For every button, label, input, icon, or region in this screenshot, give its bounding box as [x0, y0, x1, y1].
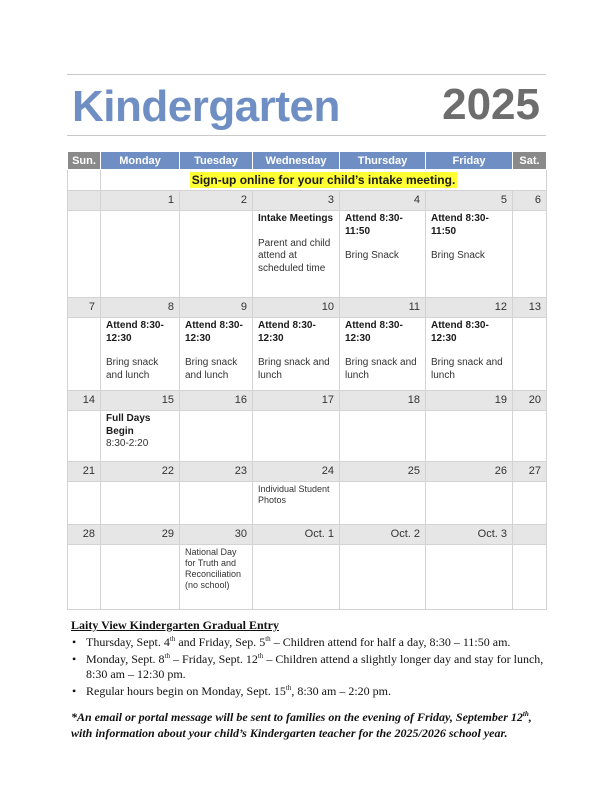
day-header-tue: Tuesday	[180, 152, 253, 170]
day-cell	[253, 482, 340, 525]
date-number: 21	[68, 462, 101, 482]
day-cell	[426, 545, 513, 610]
day-cell	[253, 318, 340, 391]
day-cell	[101, 211, 180, 298]
week-date-row	[68, 191, 547, 211]
bullet-icon: •	[72, 684, 77, 698]
day-cell	[68, 211, 101, 298]
week-event-row	[68, 318, 547, 391]
week-event-row	[68, 211, 547, 298]
event-title: Attend 8:30-12:30	[106, 320, 164, 344]
event-note: Bring Snack	[345, 250, 399, 261]
banner-cell	[101, 170, 547, 191]
event-note: Bring snack and lunch	[106, 357, 159, 381]
date-number: 11	[340, 298, 426, 318]
date-number: 5	[426, 191, 513, 211]
event-note: Bring snack and lunch	[431, 357, 503, 381]
week-date-row	[68, 391, 547, 411]
date-number: 13	[513, 298, 547, 318]
date-number: 29	[101, 525, 180, 545]
day-cell	[426, 318, 513, 391]
day-cell	[513, 411, 547, 462]
day-cell	[340, 211, 426, 298]
notes-footnote	[71, 709, 551, 741]
text-run: – Friday, Sept. 12	[170, 652, 258, 666]
event-note: Bring snack and lunch	[185, 357, 238, 381]
date-number: 27	[513, 462, 547, 482]
day-header-sat: Sat.	[513, 152, 547, 170]
event-title: Attend 8:30-11:50	[345, 213, 403, 237]
day-cell	[180, 211, 253, 298]
day-cell	[340, 411, 426, 462]
day-cell	[68, 318, 101, 391]
event-note: Parent and child attend at scheduled time	[258, 237, 331, 274]
week-event-row	[68, 411, 547, 462]
header-rule-top	[67, 74, 546, 75]
day-cell	[68, 482, 101, 525]
date-number: Oct. 2	[340, 525, 426, 545]
date-number: 1	[101, 191, 180, 211]
ordinal-suffix: th	[522, 710, 529, 718]
day-cell	[426, 411, 513, 462]
text-run: Monday, Sept. 8	[86, 652, 165, 666]
event-title: Attend 8:30-11:50	[431, 213, 489, 237]
day-cell	[180, 318, 253, 391]
date-number: 15	[101, 391, 180, 411]
date-number: 9	[180, 298, 253, 318]
bullet-icon: •	[72, 635, 77, 649]
event-note: Bring snack and lunch	[258, 357, 330, 381]
day-header-row	[68, 152, 547, 170]
week-event-row	[68, 482, 547, 525]
day-header-sun: Sun.	[68, 152, 101, 170]
week-date-row	[68, 298, 547, 318]
day-cell	[513, 211, 547, 298]
header-rule-bottom	[67, 135, 546, 136]
date-number: 18	[340, 391, 426, 411]
banner-empty-cell	[68, 170, 101, 191]
event-note: Bring Snack	[431, 250, 485, 261]
notes-list-item	[72, 635, 551, 650]
signup-banner: Sign-up online for your child’s intake meeting.	[191, 173, 456, 187]
week-event-row	[68, 545, 547, 610]
day-cell	[426, 211, 513, 298]
date-number: 20	[513, 391, 547, 411]
day-cell	[101, 318, 180, 391]
event-title: Attend 8:30-12:30	[185, 320, 243, 344]
ordinal-suffix: th	[285, 684, 292, 692]
day-header-fri: Friday	[426, 152, 513, 170]
day-cell	[68, 411, 101, 462]
notes-list	[71, 635, 551, 699]
week-date-row	[68, 525, 547, 545]
event-note: Bring snack and lunch	[345, 357, 417, 381]
ordinal-suffix: th	[257, 652, 264, 660]
bullet-icon: •	[72, 652, 77, 666]
day-header-thu: Thursday	[340, 152, 426, 170]
day-cell	[180, 482, 253, 525]
event-note: Individual Student Photos	[258, 484, 330, 505]
text-run: – Children attend for half a day, 8:30 – 11:50 am.	[270, 635, 511, 649]
notes-title: Laity View Kindergarten Gradual Entry	[71, 618, 279, 632]
day-header-wed: Wednesday	[253, 152, 340, 170]
ordinal-suffix: th	[169, 635, 176, 643]
date-number: 17	[253, 391, 340, 411]
text-run: Regular hours begin on Monday, Sept. 15	[86, 684, 286, 698]
event-title: Attend 8:30-12:30	[345, 320, 403, 344]
date-number: 22	[101, 462, 180, 482]
date-number: 30	[180, 525, 253, 545]
day-cell	[180, 545, 253, 610]
ordinal-suffix: th	[164, 652, 171, 660]
day-cell	[253, 545, 340, 610]
date-number: 7	[68, 298, 101, 318]
notes-list-item	[72, 684, 551, 699]
day-cell	[513, 318, 547, 391]
text-run: , 8:30 am – 2:20 pm.	[291, 684, 391, 698]
text-run: and Friday, Sep. 5	[175, 635, 266, 649]
date-number: 26	[426, 462, 513, 482]
date-number: 23	[180, 462, 253, 482]
day-cell	[101, 482, 180, 525]
date-number: 25	[340, 462, 426, 482]
day-cell	[340, 318, 426, 391]
text-run: , with information about your child’s Kindergarten teacher for the 2025/2026 school year.	[71, 710, 532, 740]
day-cell	[180, 411, 253, 462]
day-cell	[340, 545, 426, 610]
date-number: 6	[513, 191, 547, 211]
page-year: 2025	[442, 80, 540, 129]
date-number: 28	[68, 525, 101, 545]
day-cell	[426, 482, 513, 525]
date-number: 19	[426, 391, 513, 411]
day-header-mon: Monday	[101, 152, 180, 170]
date-number: 3	[253, 191, 340, 211]
event-note: National Day for Truth and Reconciliation (no school)	[185, 547, 242, 590]
date-number: 4	[340, 191, 426, 211]
date-number: 14	[68, 391, 101, 411]
calendar-table	[67, 151, 547, 610]
date-number: 10	[253, 298, 340, 318]
banner-row	[68, 170, 547, 191]
page-title: Kindergarten	[72, 82, 340, 131]
day-cell	[340, 482, 426, 525]
day-cell	[513, 482, 547, 525]
date-number: 12	[426, 298, 513, 318]
event-title: Full Days Begin	[106, 413, 151, 437]
week-date-row	[68, 462, 547, 482]
day-cell	[253, 211, 340, 298]
text-run: *An email or portal message will be sent to families on the evening of Friday, September 12	[71, 710, 523, 724]
text-run: – Children attend a slightly longer day and stay for lunch, 8:30 am – 12:30 pm.	[86, 652, 544, 681]
event-title: Intake Meetings	[258, 213, 334, 224]
day-cell	[101, 411, 180, 462]
date-number: Oct. 1	[253, 525, 340, 545]
day-cell	[513, 545, 547, 610]
date-number: 24	[253, 462, 340, 482]
date-number: Oct. 3	[426, 525, 513, 545]
event-title: Attend 8:30-12:30	[258, 320, 316, 344]
day-cell	[68, 545, 101, 610]
text-run: Thursday, Sept. 4	[86, 635, 170, 649]
gradual-entry-notes	[71, 618, 551, 741]
date-number: 2	[180, 191, 253, 211]
day-cell	[253, 411, 340, 462]
date-number: 8	[101, 298, 180, 318]
ordinal-suffix: th	[265, 635, 271, 643]
day-cell	[101, 545, 180, 610]
date-number	[513, 525, 547, 545]
date-number	[68, 191, 101, 211]
date-number: 16	[180, 391, 253, 411]
event-note: 8:30-2:20	[106, 438, 149, 449]
notes-list-item	[72, 652, 551, 682]
event-title: Attend 8:30-12:30	[431, 320, 489, 344]
